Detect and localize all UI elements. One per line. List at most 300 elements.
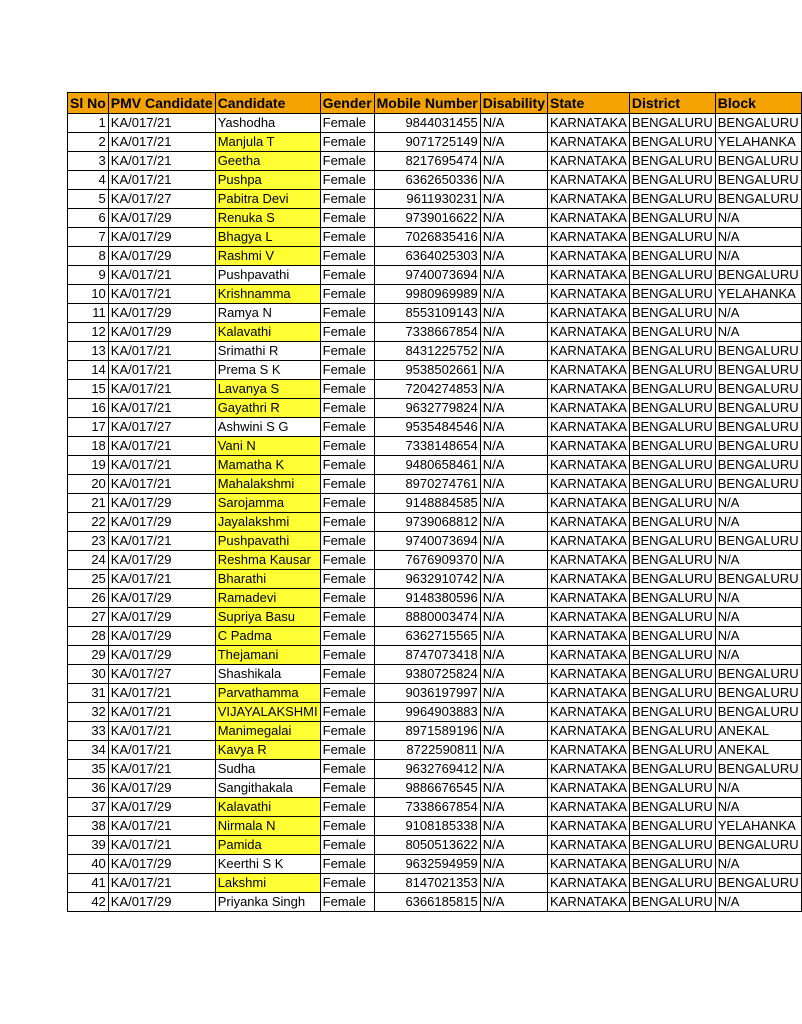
sl-no-cell[interactable]: 9 [68,266,109,285]
mobile-number-cell[interactable]: 7338667854 [374,323,480,342]
disability-cell[interactable]: N/A [480,874,547,893]
block-cell[interactable]: BENGALURU [715,456,801,475]
block-cell[interactable]: BENGALURU [715,152,801,171]
mobile-number-cell[interactable]: 6362715565 [374,627,480,646]
sl-no-cell[interactable]: 14 [68,361,109,380]
sl-no-cell[interactable]: 26 [68,589,109,608]
mobile-number-cell[interactable]: 8553109143 [374,304,480,323]
disability-cell[interactable]: N/A [480,114,547,133]
pmv-id-cell[interactable]: KA/017/21 [108,703,215,722]
disability-cell[interactable]: N/A [480,380,547,399]
gender-cell[interactable]: Female [320,285,374,304]
candidate-name-cell[interactable]: Manjula T [215,133,320,152]
mobile-number-cell[interactable]: 8431225752 [374,342,480,361]
mobile-number-cell[interactable]: 9036197997 [374,684,480,703]
disability-cell[interactable]: N/A [480,323,547,342]
pmv-id-cell[interactable]: KA/017/21 [108,380,215,399]
block-cell[interactable]: ANEKAL [715,741,801,760]
disability-cell[interactable]: N/A [480,361,547,380]
disability-cell[interactable]: N/A [480,627,547,646]
sl-no-cell[interactable]: 29 [68,646,109,665]
pmv-id-cell[interactable]: KA/017/29 [108,646,215,665]
block-cell[interactable]: N/A [715,228,801,247]
disability-cell[interactable]: N/A [480,418,547,437]
disability-cell[interactable]: N/A [480,247,547,266]
mobile-number-cell[interactable]: 9739016622 [374,209,480,228]
gender-cell[interactable]: Female [320,380,374,399]
state-cell[interactable]: KARNATAKA [548,399,630,418]
pmv-id-cell[interactable]: KA/017/21 [108,475,215,494]
sl-no-cell[interactable]: 5 [68,190,109,209]
candidate-name-cell[interactable]: Reshma Kausar [215,551,320,570]
pmv-id-cell[interactable]: KA/017/21 [108,684,215,703]
state-cell[interactable]: KARNATAKA [548,266,630,285]
disability-cell[interactable]: N/A [480,399,547,418]
disability-cell[interactable]: N/A [480,152,547,171]
candidate-name-cell[interactable]: Mahalakshmi [215,475,320,494]
gender-cell[interactable]: Female [320,323,374,342]
state-cell[interactable]: KARNATAKA [548,190,630,209]
state-cell[interactable]: KARNATAKA [548,171,630,190]
sl-no-cell[interactable]: 28 [68,627,109,646]
pmv-id-cell[interactable]: KA/017/21 [108,722,215,741]
block-cell[interactable]: N/A [715,608,801,627]
mobile-number-cell[interactable]: 7338667854 [374,798,480,817]
block-cell[interactable]: BENGALURU [715,171,801,190]
disability-cell[interactable]: N/A [480,456,547,475]
gender-cell[interactable]: Female [320,266,374,285]
candidate-name-cell[interactable]: Ashwini S G [215,418,320,437]
mobile-number-cell[interactable]: 9538502661 [374,361,480,380]
gender-cell[interactable]: Female [320,570,374,589]
block-cell[interactable]: BENGALURU [715,665,801,684]
gender-cell[interactable]: Female [320,304,374,323]
block-cell[interactable]: BENGALURU [715,475,801,494]
disability-cell[interactable]: N/A [480,608,547,627]
mobile-number-cell[interactable]: 9740073694 [374,266,480,285]
candidate-name-cell[interactable]: Ramadevi [215,589,320,608]
disability-cell[interactable]: N/A [480,190,547,209]
header-state[interactable]: State [548,93,630,114]
candidate-name-cell[interactable]: Thejamani [215,646,320,665]
mobile-number-cell[interactable]: 9480658461 [374,456,480,475]
pmv-id-cell[interactable]: KA/017/29 [108,551,215,570]
state-cell[interactable]: KARNATAKA [548,285,630,304]
sl-no-cell[interactable]: 18 [68,437,109,456]
state-cell[interactable]: KARNATAKA [548,893,630,912]
candidate-name-cell[interactable]: Bhagya L [215,228,320,247]
state-cell[interactable]: KARNATAKA [548,133,630,152]
mobile-number-cell[interactable]: 9632769412 [374,760,480,779]
state-cell[interactable]: KARNATAKA [548,114,630,133]
mobile-number-cell[interactable]: 7676909370 [374,551,480,570]
candidate-name-cell[interactable]: Pushpavathi [215,532,320,551]
block-cell[interactable]: YELAHANKA [715,285,801,304]
block-cell[interactable]: BENGALURU [715,380,801,399]
disability-cell[interactable]: N/A [480,589,547,608]
block-cell[interactable]: BENGALURU [715,703,801,722]
sl-no-cell[interactable]: 41 [68,874,109,893]
state-cell[interactable]: KARNATAKA [548,475,630,494]
district-cell[interactable]: BENGALURU [629,513,715,532]
disability-cell[interactable]: N/A [480,893,547,912]
mobile-number-cell[interactable]: 8970274761 [374,475,480,494]
sl-no-cell[interactable]: 15 [68,380,109,399]
block-cell[interactable]: N/A [715,247,801,266]
block-cell[interactable]: BENGALURU [715,190,801,209]
district-cell[interactable]: BENGALURU [629,114,715,133]
sl-no-cell[interactable]: 19 [68,456,109,475]
gender-cell[interactable]: Female [320,228,374,247]
sl-no-cell[interactable]: 30 [68,665,109,684]
district-cell[interactable]: BENGALURU [629,703,715,722]
candidate-name-cell[interactable]: Lakshmi [215,874,320,893]
candidate-name-cell[interactable]: Shashikala [215,665,320,684]
header-block[interactable]: Block [715,93,801,114]
block-cell[interactable]: N/A [715,513,801,532]
header-candidate[interactable]: Candidate [215,93,320,114]
state-cell[interactable]: KARNATAKA [548,228,630,247]
disability-cell[interactable]: N/A [480,133,547,152]
candidate-name-cell[interactable]: Kalavathi [215,323,320,342]
pmv-id-cell[interactable]: KA/017/29 [108,304,215,323]
gender-cell[interactable]: Female [320,608,374,627]
block-cell[interactable]: N/A [715,304,801,323]
mobile-number-cell[interactable]: 9632910742 [374,570,480,589]
block-cell[interactable]: N/A [715,646,801,665]
disability-cell[interactable]: N/A [480,722,547,741]
sl-no-cell[interactable]: 17 [68,418,109,437]
block-cell[interactable]: BENGALURU [715,684,801,703]
pmv-id-cell[interactable]: KA/017/27 [108,190,215,209]
mobile-number-cell[interactable]: 7204274853 [374,380,480,399]
district-cell[interactable]: BENGALURU [629,551,715,570]
candidate-name-cell[interactable]: Krishnamma [215,285,320,304]
candidate-name-cell[interactable]: Kavya R [215,741,320,760]
disability-cell[interactable]: N/A [480,798,547,817]
district-cell[interactable]: BENGALURU [629,304,715,323]
state-cell[interactable]: KARNATAKA [548,380,630,399]
candidate-name-cell[interactable]: Kalavathi [215,798,320,817]
district-cell[interactable]: BENGALURU [629,874,715,893]
gender-cell[interactable]: Female [320,361,374,380]
sl-no-cell[interactable]: 35 [68,760,109,779]
district-cell[interactable]: BENGALURU [629,779,715,798]
sl-no-cell[interactable]: 33 [68,722,109,741]
disability-cell[interactable]: N/A [480,437,547,456]
gender-cell[interactable]: Female [320,798,374,817]
state-cell[interactable]: KARNATAKA [548,836,630,855]
pmv-id-cell[interactable]: KA/017/21 [108,266,215,285]
mobile-number-cell[interactable]: 6362650336 [374,171,480,190]
candidate-name-cell[interactable]: Vani N [215,437,320,456]
pmv-id-cell[interactable]: KA/017/29 [108,228,215,247]
gender-cell[interactable]: Female [320,247,374,266]
disability-cell[interactable]: N/A [480,342,547,361]
district-cell[interactable]: BENGALURU [629,380,715,399]
block-cell[interactable]: N/A [715,779,801,798]
gender-cell[interactable]: Female [320,893,374,912]
district-cell[interactable]: BENGALURU [629,437,715,456]
district-cell[interactable]: BENGALURU [629,494,715,513]
pmv-id-cell[interactable]: KA/017/27 [108,418,215,437]
mobile-number-cell[interactable]: 9148380596 [374,589,480,608]
block-cell[interactable]: ANEKAL [715,722,801,741]
gender-cell[interactable]: Female [320,722,374,741]
state-cell[interactable]: KARNATAKA [548,627,630,646]
pmv-id-cell[interactable]: KA/017/29 [108,589,215,608]
pmv-id-cell[interactable]: KA/017/29 [108,855,215,874]
district-cell[interactable]: BENGALURU [629,171,715,190]
sl-no-cell[interactable]: 42 [68,893,109,912]
disability-cell[interactable]: N/A [480,741,547,760]
district-cell[interactable]: BENGALURU [629,741,715,760]
district-cell[interactable]: BENGALURU [629,190,715,209]
state-cell[interactable]: KARNATAKA [548,703,630,722]
state-cell[interactable]: KARNATAKA [548,551,630,570]
gender-cell[interactable]: Female [320,475,374,494]
pmv-id-cell[interactable]: KA/017/21 [108,836,215,855]
mobile-number-cell[interactable]: 8747073418 [374,646,480,665]
gender-cell[interactable]: Female [320,456,374,475]
gender-cell[interactable]: Female [320,437,374,456]
district-cell[interactable]: BENGALURU [629,228,715,247]
state-cell[interactable]: KARNATAKA [548,570,630,589]
district-cell[interactable]: BENGALURU [629,855,715,874]
state-cell[interactable]: KARNATAKA [548,817,630,836]
disability-cell[interactable]: N/A [480,209,547,228]
gender-cell[interactable]: Female [320,741,374,760]
district-cell[interactable]: BENGALURU [629,760,715,779]
mobile-number-cell[interactable]: 9071725149 [374,133,480,152]
state-cell[interactable]: KARNATAKA [548,532,630,551]
candidate-name-cell[interactable]: Pushpa [215,171,320,190]
district-cell[interactable]: BENGALURU [629,836,715,855]
pmv-id-cell[interactable]: KA/017/21 [108,532,215,551]
block-cell[interactable]: BENGALURU [715,114,801,133]
disability-cell[interactable]: N/A [480,570,547,589]
pmv-id-cell[interactable]: KA/017/29 [108,209,215,228]
candidate-name-cell[interactable]: Prema S K [215,361,320,380]
candidate-name-cell[interactable]: Yashodha [215,114,320,133]
sl-no-cell[interactable]: 22 [68,513,109,532]
pmv-id-cell[interactable]: KA/017/21 [108,456,215,475]
sl-no-cell[interactable]: 6 [68,209,109,228]
pmv-id-cell[interactable]: KA/017/29 [108,608,215,627]
state-cell[interactable]: KARNATAKA [548,665,630,684]
pmv-id-cell[interactable]: KA/017/21 [108,399,215,418]
mobile-number-cell[interactable]: 8217695474 [374,152,480,171]
gender-cell[interactable]: Female [320,418,374,437]
block-cell[interactable]: N/A [715,798,801,817]
pmv-id-cell[interactable]: KA/017/29 [108,513,215,532]
block-cell[interactable]: BENGALURU [715,836,801,855]
district-cell[interactable]: BENGALURU [629,893,715,912]
candidate-name-cell[interactable]: Priyanka Singh [215,893,320,912]
disability-cell[interactable]: N/A [480,304,547,323]
mobile-number-cell[interactable]: 9632779824 [374,399,480,418]
state-cell[interactable]: KARNATAKA [548,874,630,893]
district-cell[interactable]: BENGALURU [629,798,715,817]
block-cell[interactable]: BENGALURU [715,361,801,380]
district-cell[interactable]: BENGALURU [629,247,715,266]
state-cell[interactable]: KARNATAKA [548,589,630,608]
state-cell[interactable]: KARNATAKA [548,209,630,228]
sl-no-cell[interactable]: 31 [68,684,109,703]
sl-no-cell[interactable]: 38 [68,817,109,836]
pmv-id-cell[interactable]: KA/017/21 [108,342,215,361]
block-cell[interactable]: BENGALURU [715,570,801,589]
state-cell[interactable]: KARNATAKA [548,722,630,741]
pmv-id-cell[interactable]: KA/017/29 [108,323,215,342]
gender-cell[interactable]: Female [320,513,374,532]
candidate-name-cell[interactable]: Parvathamma [215,684,320,703]
gender-cell[interactable]: Female [320,836,374,855]
block-cell[interactable]: N/A [715,855,801,874]
sl-no-cell[interactable]: 7 [68,228,109,247]
district-cell[interactable]: BENGALURU [629,665,715,684]
candidate-name-cell[interactable]: Sangithakala [215,779,320,798]
sl-no-cell[interactable]: 20 [68,475,109,494]
pmv-id-cell[interactable]: KA/017/29 [108,798,215,817]
mobile-number-cell[interactable]: 9739068812 [374,513,480,532]
block-cell[interactable]: BENGALURU [715,532,801,551]
block-cell[interactable]: N/A [715,494,801,513]
state-cell[interactable]: KARNATAKA [548,304,630,323]
disability-cell[interactable]: N/A [480,266,547,285]
state-cell[interactable]: KARNATAKA [548,798,630,817]
disability-cell[interactable]: N/A [480,532,547,551]
candidate-name-cell[interactable]: Supriya Basu [215,608,320,627]
block-cell[interactable]: YELAHANKA [715,817,801,836]
mobile-number-cell[interactable]: 7338148654 [374,437,480,456]
state-cell[interactable]: KARNATAKA [548,513,630,532]
block-cell[interactable]: BENGALURU [715,399,801,418]
block-cell[interactable]: N/A [715,589,801,608]
gender-cell[interactable]: Female [320,779,374,798]
sl-no-cell[interactable]: 8 [68,247,109,266]
candidate-name-cell[interactable]: Gayathri R [215,399,320,418]
disability-cell[interactable]: N/A [480,836,547,855]
candidate-name-cell[interactable]: Pabitra Devi [215,190,320,209]
state-cell[interactable]: KARNATAKA [548,741,630,760]
mobile-number-cell[interactable]: 9632594959 [374,855,480,874]
gender-cell[interactable]: Female [320,342,374,361]
mobile-number-cell[interactable]: 9964903883 [374,703,480,722]
district-cell[interactable]: BENGALURU [629,684,715,703]
mobile-number-cell[interactable]: 9844031455 [374,114,480,133]
sl-no-cell[interactable]: 11 [68,304,109,323]
disability-cell[interactable]: N/A [480,665,547,684]
pmv-id-cell[interactable]: KA/017/27 [108,665,215,684]
pmv-id-cell[interactable]: KA/017/21 [108,741,215,760]
state-cell[interactable]: KARNATAKA [548,247,630,266]
candidate-name-cell[interactable]: Renuka S [215,209,320,228]
candidate-name-cell[interactable]: Srimathi R [215,342,320,361]
sl-no-cell[interactable]: 4 [68,171,109,190]
district-cell[interactable]: BENGALURU [629,361,715,380]
mobile-number-cell[interactable]: 8880003474 [374,608,480,627]
sl-no-cell[interactable]: 25 [68,570,109,589]
sl-no-cell[interactable]: 23 [68,532,109,551]
disability-cell[interactable]: N/A [480,513,547,532]
mobile-number-cell[interactable]: 9148884585 [374,494,480,513]
pmv-id-cell[interactable]: KA/017/21 [108,152,215,171]
gender-cell[interactable]: Female [320,399,374,418]
district-cell[interactable]: BENGALURU [629,456,715,475]
district-cell[interactable]: BENGALURU [629,285,715,304]
gender-cell[interactable]: Female [320,190,374,209]
candidate-name-cell[interactable]: Bharathi [215,570,320,589]
district-cell[interactable]: BENGALURU [629,646,715,665]
pmv-id-cell[interactable]: KA/017/21 [108,760,215,779]
candidate-name-cell[interactable]: Ramya N [215,304,320,323]
disability-cell[interactable]: N/A [480,285,547,304]
state-cell[interactable]: KARNATAKA [548,608,630,627]
block-cell[interactable]: N/A [715,551,801,570]
candidate-name-cell[interactable]: Pushpavathi [215,266,320,285]
state-cell[interactable]: KARNATAKA [548,361,630,380]
gender-cell[interactable]: Female [320,589,374,608]
pmv-id-cell[interactable]: KA/017/29 [108,893,215,912]
sl-no-cell[interactable]: 39 [68,836,109,855]
block-cell[interactable]: BENGALURU [715,874,801,893]
mobile-number-cell[interactable]: 7026835416 [374,228,480,247]
candidate-name-cell[interactable]: Nirmala N [215,817,320,836]
sl-no-cell[interactable]: 16 [68,399,109,418]
mobile-number-cell[interactable]: 9108185338 [374,817,480,836]
pmv-id-cell[interactable]: KA/017/21 [108,817,215,836]
district-cell[interactable]: BENGALURU [629,418,715,437]
district-cell[interactable]: BENGALURU [629,532,715,551]
district-cell[interactable]: BENGALURU [629,342,715,361]
mobile-number-cell[interactable]: 6364025303 [374,247,480,266]
header-disability[interactable]: Disability [480,93,547,114]
pmv-id-cell[interactable]: KA/017/21 [108,570,215,589]
district-cell[interactable]: BENGALURU [629,475,715,494]
disability-cell[interactable]: N/A [480,646,547,665]
candidate-name-cell[interactable]: Jayalakshmi [215,513,320,532]
pmv-id-cell[interactable]: KA/017/29 [108,247,215,266]
candidate-name-cell[interactable]: Sudha [215,760,320,779]
candidate-name-cell[interactable]: VIJAYALAKSHMI [215,703,320,722]
state-cell[interactable]: KARNATAKA [548,152,630,171]
district-cell[interactable]: BENGALURU [629,608,715,627]
mobile-number-cell[interactable]: 9535484546 [374,418,480,437]
mobile-number-cell[interactable]: 9980969989 [374,285,480,304]
block-cell[interactable]: N/A [715,627,801,646]
block-cell[interactable]: BENGALURU [715,418,801,437]
block-cell[interactable]: N/A [715,893,801,912]
header-sl-no[interactable]: Sl No [68,93,109,114]
gender-cell[interactable]: Female [320,171,374,190]
pmv-id-cell[interactable]: KA/017/21 [108,285,215,304]
state-cell[interactable]: KARNATAKA [548,323,630,342]
sl-no-cell[interactable]: 21 [68,494,109,513]
pmv-id-cell[interactable]: KA/017/29 [108,627,215,646]
gender-cell[interactable]: Female [320,855,374,874]
mobile-number-cell[interactable]: 8722590811 [374,741,480,760]
mobile-number-cell[interactable]: 9380725824 [374,665,480,684]
gender-cell[interactable]: Female [320,133,374,152]
gender-cell[interactable]: Female [320,494,374,513]
disability-cell[interactable]: N/A [480,475,547,494]
gender-cell[interactable]: Female [320,760,374,779]
gender-cell[interactable]: Female [320,703,374,722]
pmv-id-cell[interactable]: KA/017/21 [108,437,215,456]
header-district[interactable]: District [629,93,715,114]
gender-cell[interactable]: Female [320,209,374,228]
